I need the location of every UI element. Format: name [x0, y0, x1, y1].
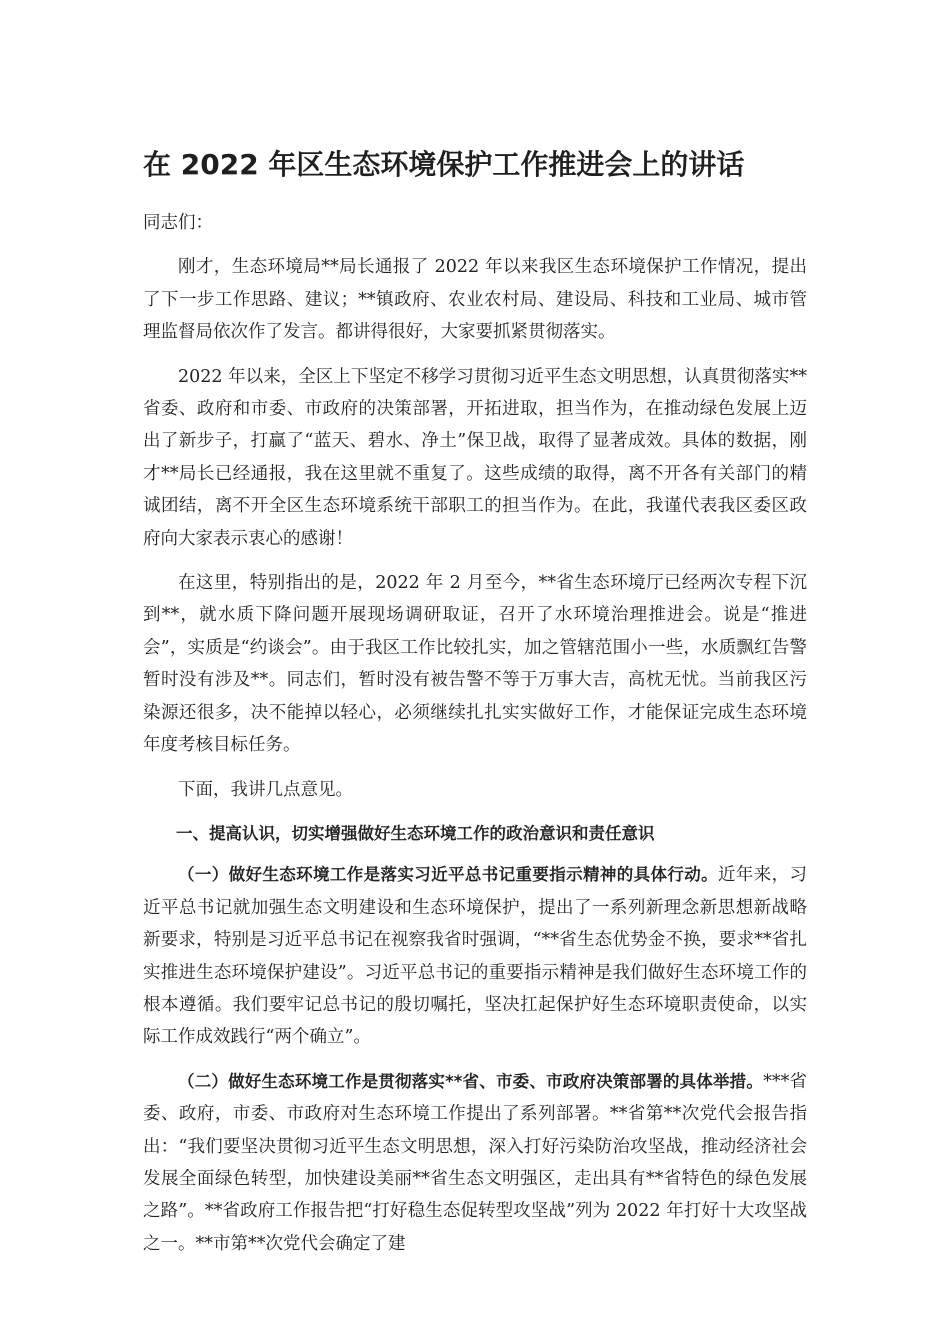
subsection-1-body: 近年来，习近平总书记就加强生态文明建设和生态环境保护，提出了一系列新理念新思想新战略新要求，特别是习近平总书记在视察我省时强调，“**省生态优势金不换，要求**省扎实推进生态环境保护建设”。习近平总书记的重要指示精神是我们做好生态环境工作的根本遵循。我们要牢记总书记的殷切嘱托，坚决扛起保护好生态环境职责使命，以实际工作成效践行“两个确立”。	[143, 865, 807, 1048]
speech-document	[143, 140, 807, 1272]
subsection-2-heading: （二）做好生态环境工作是贯彻落实**省、市委、市政府决策部署的具体举措。	[178, 1071, 764, 1091]
subsection-2-body: ***省委、政府，市委、市政府对生态环境工作提出了系列部署。**省第**次党代会报告指出：“我们要坚决贯彻习近平生态文明思想，深入打好污染防治攻坚战，推动经济社会发展全面绿色转型，加快建设美丽**省生态文明强区，走出具有**省特色的绿色发展之路”。**省政府工作报告把“打好稳生态促转型攻坚战”列为 2022 年打好十大攻坚战之一。**市第**次党代会确定了建	[143, 1071, 808, 1254]
subsection-2	[143, 1066, 807, 1260]
subsection-1-heading: （一）做好生态环境工作是落实习近平总书记重要指示精神的具体行动。	[178, 865, 718, 885]
paragraph-opening: 刚才，生态环境局**局长通报了 2022 年以来我区生态环境保护工作情况，提出了下一步工作思路、建议；**镇政府、农业农村局、建设局、科技和工业局、城市管理监督局依次作了发言。都讲得很好，大家要抓紧贯彻落实。	[143, 257, 807, 343]
salutation: 同志们：	[143, 213, 213, 233]
section-heading-1: 一、提高认识，切实增强做好生态环境工作的政治意识和责任意识	[176, 823, 655, 843]
document-title: 在 2022 年区生态环境保护工作推进会上的讲话	[143, 148, 745, 181]
paragraph-warning: 在这里，特别指出的是，2022 年 2 月至今，**省生态环境厅已经两次专程下沉到**，就水质下降问题开展现场调研取证，召开了水环境治理推进会。说是“推进会”，实质是“约谈会”。由于我区工作比较扎实，加之管辖范围小一些，水质飘红告警暂时没有涉及**。同志们，暂时没有被告警不等于万事大吉，高枕无忧。当前我区污染源还很多，决不能掉以轻心，必须继续扎扎实实做好工作，才能保证完成生态环境年度考核目标任务。	[143, 573, 807, 756]
subsection-1	[143, 859, 807, 1053]
paragraph-achievements: 2022 年以来，全区上下坚定不移学习贯彻习近平生态文明思想，认真贯彻落实**省委、政府和市委、市政府的决策部署，开拓进取，担当作为，在推动绿色发展上迈出了新步子，打赢了“蓝天、碧水、净土”保卫战，取得了显著成效。具体的数据，刚才**局长已经通报，我在这里就不重复了。这些成绩的取得，离不开各有关部门的精诚团结，离不开全区生态环境系统干部职工的担当作为。在此，我谨代表我区委区政府向大家表示衷心的感谢！	[143, 366, 807, 549]
paragraph-transition: 下面，我讲几点意见。	[178, 779, 353, 800]
